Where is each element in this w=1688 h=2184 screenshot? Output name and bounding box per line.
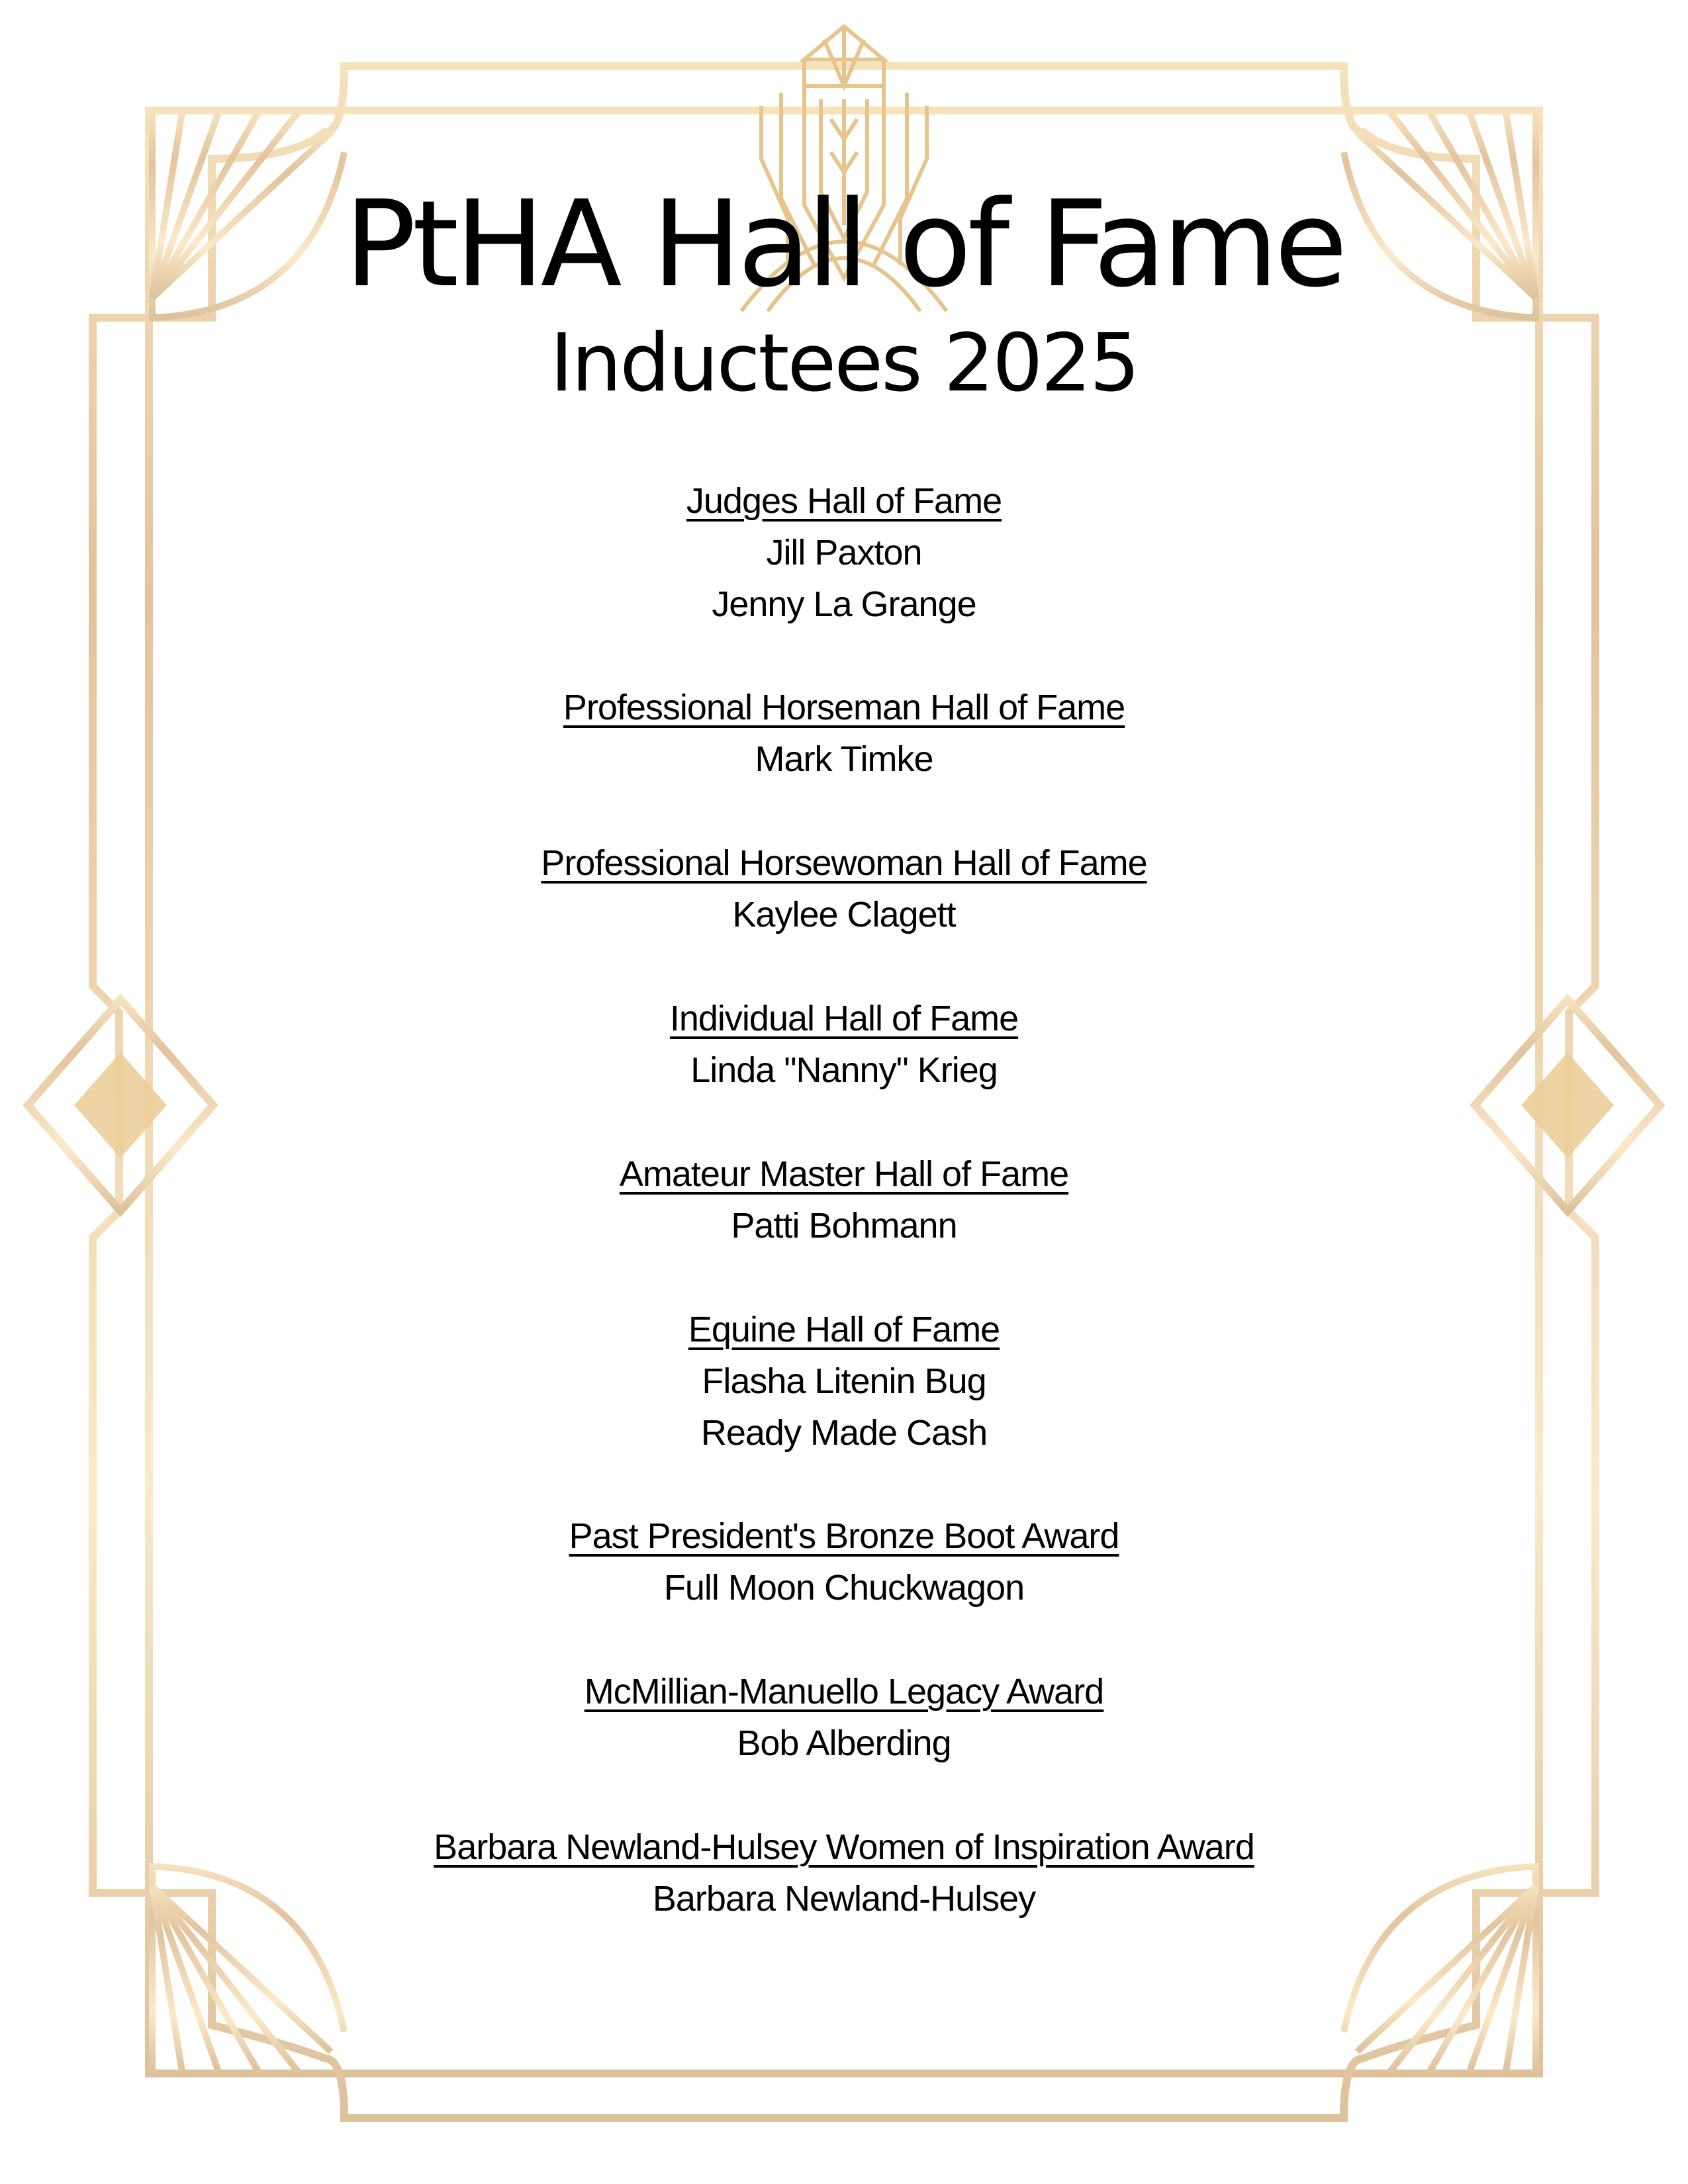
inductee-name: Kaylee Clagett bbox=[732, 895, 956, 934]
section-heading: Individual Hall of Fame bbox=[669, 999, 1019, 1038]
section-legacy-award bbox=[0, 1666, 1688, 1769]
inductee-name: Mark Timke bbox=[755, 739, 933, 779]
section-heading: Professional Horseman Hall of Fame bbox=[563, 688, 1125, 727]
section-heading: Professional Horsewoman Hall of Fame bbox=[541, 843, 1147, 883]
page-subtitle: Inductees 2025 bbox=[549, 318, 1139, 410]
inductee-name: Jill Paxton bbox=[766, 533, 922, 572]
inductee-name: Linda "Nanny" Krieg bbox=[690, 1050, 998, 1090]
section-judges bbox=[0, 475, 1688, 630]
section-heading: Barbara Newland-Hulsey Women of Inspiration Award bbox=[434, 1827, 1254, 1867]
section-women-of-inspiration bbox=[0, 1821, 1688, 1925]
inductee-name: Ready Made Cash bbox=[700, 1413, 988, 1453]
section-heading: Equine Hall of Fame bbox=[688, 1310, 1000, 1349]
inductee-name: Barbara Newland-Hulsey bbox=[652, 1879, 1036, 1919]
inductee-name: Patti Bohmann bbox=[731, 1206, 957, 1246]
inductee-name: Jenny La Grange bbox=[712, 584, 976, 624]
section-professional-horsewoman bbox=[0, 837, 1688, 940]
page-title: PtHA Hall of Fame bbox=[344, 175, 1344, 314]
section-heading: McMillian-Manuello Legacy Award bbox=[584, 1672, 1104, 1711]
inductee-name: Flasha Litenin Bug bbox=[702, 1361, 986, 1401]
inductee-name: Full Moon Chuckwagon bbox=[663, 1568, 1025, 1608]
section-heading: Past President's Bronze Boot Award bbox=[569, 1516, 1119, 1556]
section-bronze-boot bbox=[0, 1510, 1688, 1614]
section-amateur-master bbox=[0, 1148, 1688, 1251]
section-heading: Judges Hall of Fame bbox=[686, 481, 1002, 521]
inductee-name: Bob Alberding bbox=[737, 1723, 951, 1763]
section-individual bbox=[0, 993, 1688, 1096]
section-equine bbox=[0, 1304, 1688, 1459]
section-professional-horseman bbox=[0, 682, 1688, 785]
section-heading: Amateur Master Hall of Fame bbox=[619, 1154, 1069, 1194]
